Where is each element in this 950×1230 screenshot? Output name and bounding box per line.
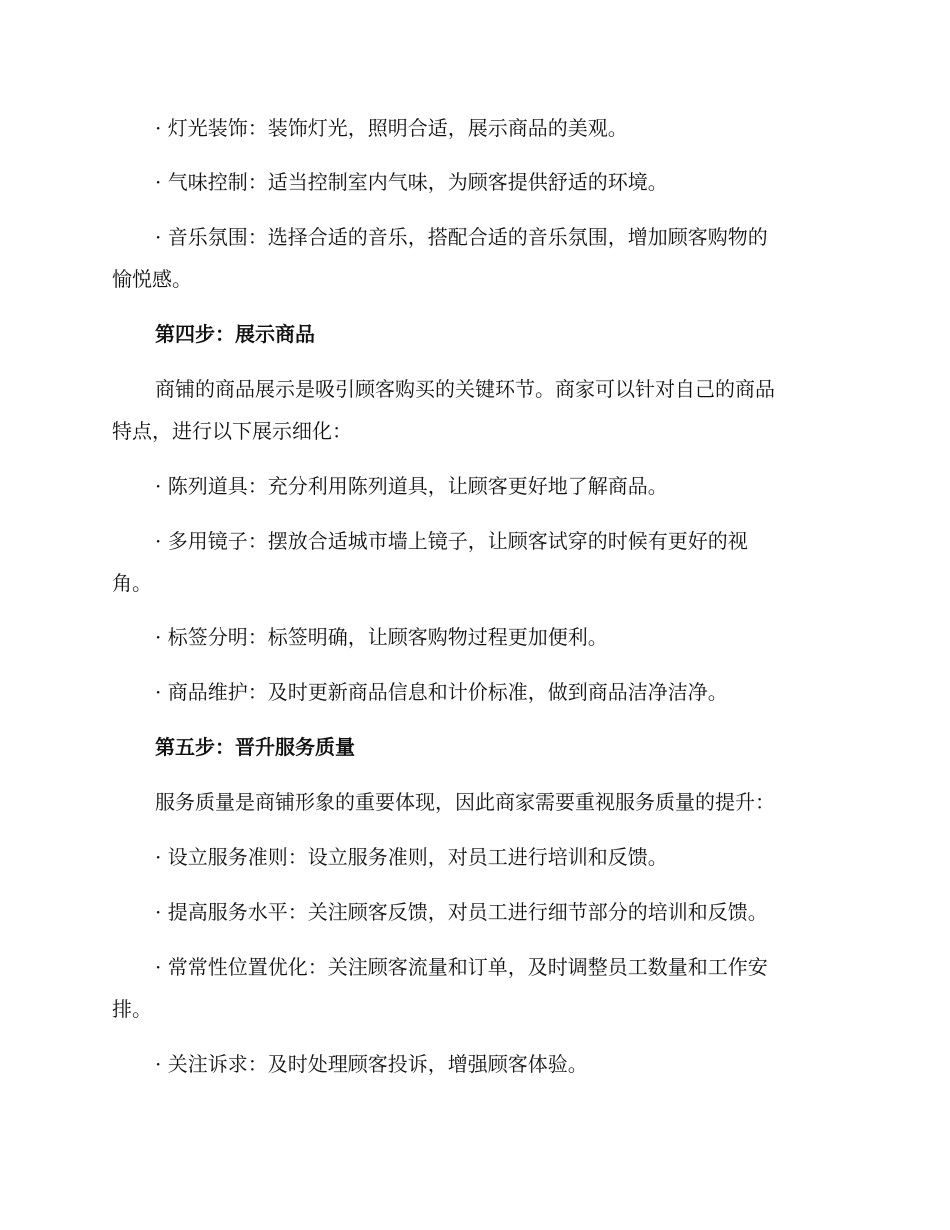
bullet-complaints: · 关注诉求：及时处理顾客投诉，增强顾客体验。	[155, 1052, 588, 1076]
bullet-service-level: · 提高服务水平：关注顾客反馈，对员工进行细节部分的培训和反馈。	[155, 900, 768, 924]
bullet-position-optimization-cont: 排。	[112, 997, 152, 1021]
bullet-music: · 音乐氛围：选择合适的音乐，搭配合适的音乐氛围，增加顾客购物的	[155, 225, 768, 249]
paragraph-step4-cont: 特点，进行以下展示细化：	[112, 419, 352, 443]
bullet-service-rules: · 设立服务准则：设立服务准则，对员工进行培训和反馈。	[155, 845, 668, 869]
section-heading-step5: 第五步：晋升服务质量	[155, 735, 355, 759]
paragraph-step5: 服务质量是商铺形象的重要体现，因此商家需要重视服务质量的提升：	[155, 790, 775, 814]
bullet-position-optimization: · 常常性位置优化：关注顾客流量和订单，及时调整员工数量和工作安	[155, 955, 768, 979]
paragraph-step4: 商铺的商品展示是吸引顾客购买的关键环节。商家可以针对自己的商品	[155, 377, 775, 401]
bullet-music-cont: 愉悦感。	[112, 267, 192, 291]
section-heading-step4: 第四步：展示商品	[155, 322, 315, 346]
bullet-mirrors-cont: 角。	[112, 571, 152, 595]
bullet-scent: · 气味控制：适当控制室内气味，为顾客提供舒适的环境。	[155, 170, 668, 194]
bullet-display-props: · 陈列道具：充分利用陈列道具，让顾客更好地了解商品。	[155, 474, 668, 498]
bullet-maintenance: · 商品维护：及时更新商品信息和计价标准，做到商品洁净洁净。	[155, 680, 728, 704]
bullet-labels: · 标签分明：标签明确，让顾客购物过程更加便利。	[155, 625, 608, 649]
bullet-lighting: · 灯光装饰：装饰灯光，照明合适，展示商品的美观。	[155, 116, 628, 140]
bullet-mirrors: · 多用镜子：摆放合适城市墙上镜子，让顾客试穿的时候有更好的视	[155, 529, 748, 553]
